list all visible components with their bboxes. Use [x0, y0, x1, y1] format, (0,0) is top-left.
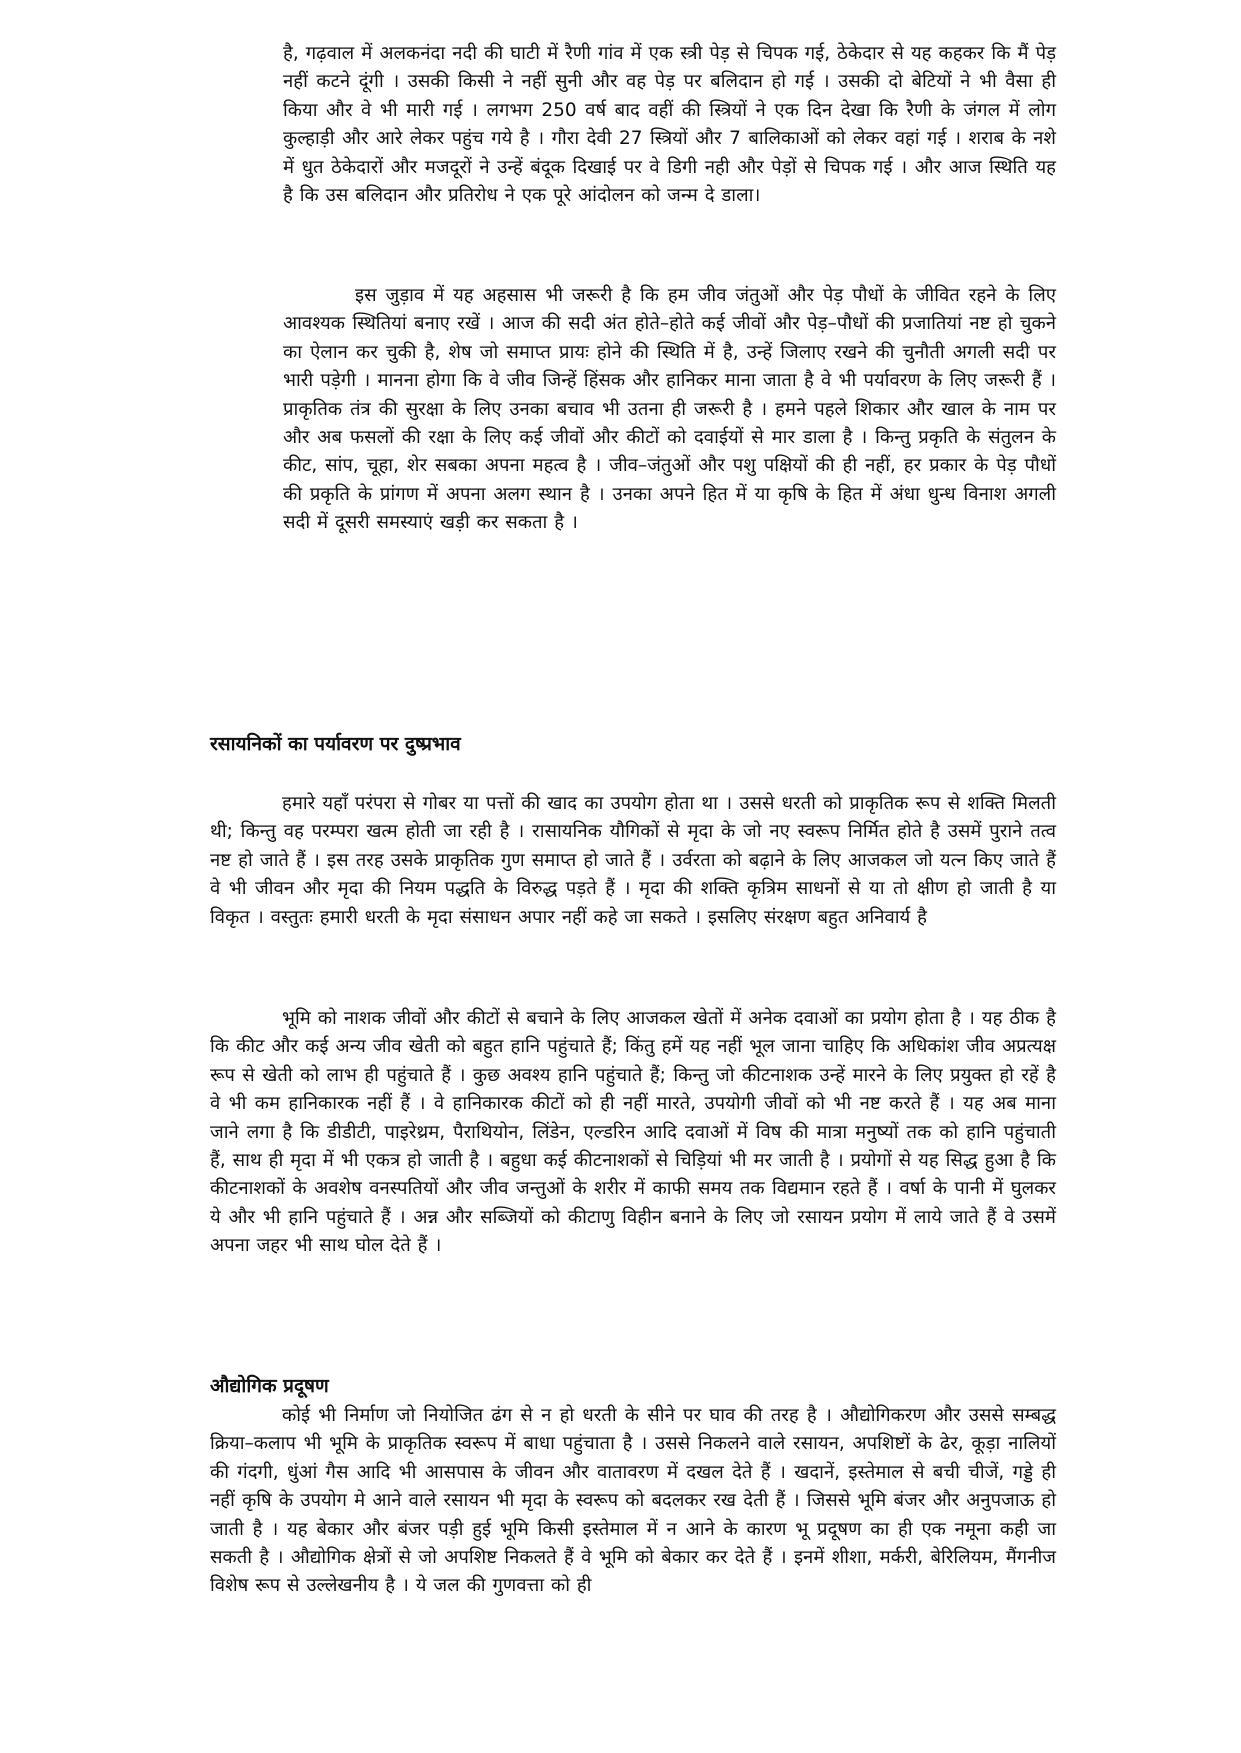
paragraph-manure-tradition: हमारे यहाँ परंपरा से गोबर या पत्तों की खाद का उपयोग होता था । उससे धरती को प्राकृतिक रूप से शक्ति मिलती थी; किन्तु वह परम्परा खत्म होती जा रही है । रासायनिक यौगिकों से मृदा के जो नए स्वरूप निर्मित होते है उसमें पुराने तत्व नष्ट हो जाते हैं । इस तरह उसके प्राकृतिक गुण समाप्त हो जाते हैं । उर्वरता को बढ़ाने के लिए आजकल जो यत्न किए जाते हैं वे भी जीवन और मृदा की नियम पद्धति के विरुद्ध पड़ते हैं । मृदा की शक्ति कृत्रिम साधनों से या तो क्षीण हो जाती है या विकृत । वस्तुतः हमारी धरती के मृदा संसाधन अपार नहीं कहे जा सकते । इसलिए संरक्षण बहुत अनिवार्य है [210, 793, 1056, 928]
paragraph-pesticides: भूमि को नाशक जीवों और कीटों से बचाने के लिए आजकल खेतों में अनेक दवाओं का प्रयोग होता है । यह ठीक है कि कीट और कई अन्य जीव खेती को बहुत हानि पहुंचाते हैं; किंतु हमें यह नहीं भूल जाना चाहिए कि अधिकांश जीव अप्रत्यक्ष रूप से खेती को लाभ ही पहुंचाते हैं । कुछ अवश्य हानि पहुंचाते हैं; किन्तु जो कीटनाशक उन्हें मारने के लिए प्रयुक्त हो रहें है वे भी कम हानिकारक नहीं हैं । वे हानिकारक कीटों को ही नहीं मारते, उपयोगी जीवों को भी नष्ट करते हैं । यह अब माना जाने लगा है कि डीडीटी, पाइरेथ्रम, पैराथियोन, लिंडेन, एल्डरिन आदि दवाओं में विष की मात्रा मनुष्यों तक को हानि पहुंचाती हैं, साथ ही मृदा में भी एकत्र हो जाती है । बहुधा कई कीटनाशकों से चिड़ियां भी मर जाती है । प्रयोगों से यह सिद्ध हुआ है कि कीटनाशकों के अवशेष वनस्पतियों और जीव जन्तुओं के शरीर में काफी समय तक विद्यमान रहते हैं । वर्षा के पानी में घुलकर ये और भी हानि पहुंचाते हैं । अन्न और सब्जियों को कीटाणु विहीन बनाने के लिए जो रसायन प्रयोग में लाये जाते हैं वे उसमें अपना जहर भी साथ घोल देते हैं । [210, 1008, 1056, 1257]
section-heading-chemical-effects: रसायनिकों का पर्यावरण पर दुष्प्रभाव [210, 733, 461, 755]
paragraph-species-protection: इस जुड़ाव में यह अहसास भी जरूरी है कि हम जीव जंतुओं और पेड़ पौधों के जीवित रहने के लिए आवश्यक स्थितियां बनाए रखें । आज की सदी अंत होते–होते कई जीवों और पेड़–पौधों की प्रजातियां नष्ट हो चुकने का ऐलान कर चुकी है, शेष जो समाप्त प्रायः होने की स्थिति में है, उन्हें जिलाए रखने की चुनौती अगली सदी पर भारी पड़ेगी । मानना होगा कि वे जीव जिन्हें हिंसक और हानिकर माना जाता है वे भी पर्यावरण के लिए जरूरी हैं । प्राकृतिक तंत्र की सुरक्षा के लिए उनका बचाव भी उतना ही जरूरी है । हमने पहले शिकार और खाल के नाम पर और अब फसलों की रक्षा के लिए कई जीवों और कीटों को दवाईयों से मार डाला है । किन्तु प्रकृति के संतुलन के कीट, सांप, चूहा, शेर सबका अपना महत्व है । जीव–जंतुओं और पशु पक्षियों की ही नहीं, हर प्रकार के पेड़ पौधों की प्रकृति के प्रांगण में अपना अलग स्थान है । उनका अपने हित में या कृषि के हित में अंधा धुन्ध विनाश अगली सदी में दूसरी समस्याएं खड़ी कर सकता है । [283, 285, 1056, 534]
paragraph-industrial-pollution: कोई भी निर्माण जो नियोजित ढंग से न हो धरती के सीने पर घाव की तरह है । औद्योगिकरण और उससे सम्बद्ध क्रिया–कलाप भी भूमि के प्राकृतिक स्वरूप में बाधा पहुंचाता है । उससे निकलने वाले रसायन, अपशिष्टों के ढेर, कूड़ा नालियों की गंदगी, धुंआं गैस आदि भी आसपास के जीवन और वातावरण में दखल देते हैं । खदानें, इस्तेमाल से बची चीजें, गड्डे ही नहीं कृषि के उपयोग मे आने वाले रसायन भी मृदा के स्वरूप को बदलकर रख देती हैं । जिससे भूमि बंजर और अनुपजाऊ हो जाती है । यह बेकार और बंजर पड़ी हुई भूमि किसी इस्तेमाल में न आने के कारण भू प्रदूषण का ही एक नमूना कही जा सकती है । औद्योगिक क्षेत्रों से जो अपशिष्ट निकलते हैं वे भूमि को बेकार कर देते हैं । इनमें शीशा, मर्करी, बेरिलियम, मैंगनीज विशेष रूप से उल्लेखनीय है । ये जल की गुणवत्ता को ही [210, 1405, 1056, 1597]
section-heading-industrial-pollution: औद्योगिक प्रदूषण [210, 1375, 329, 1397]
paragraph-rainee-village: है, गढ़वाल में अलकनंदा नदी की घाटी में रैणी गांव में एक स्त्री पेड़ से चिपक गई, ठेकेदार से यह कहकर कि मैं पेड़ नहीं कटने दूंगी । उसकी किसी ने नहीं सुनी और वह पेड़ पर बलिदान हो गई । उसकी दो बेटियों ने भी वैसा ही किया और वे भी मारी गई । लगभग 250 वर्ष बाद वहीं की स्त्रियों ने एक दिन देखा कि रैणी के जंगल में लोग कुल्हाड़ी और आरे लेकर पहुंच गये है । गौरा देवी 27 स्त्रियों और 7 बालिकाओं को लेकर वहां गई । शराब के नशे में धुत ठेकेदारों और मजदूरों ने उन्हें बंदूक दिखाई पर वे डिगी नही और पेड़ों से चिपक गई । और आज स्थिति यह है कि उस बलिदान और प्रतिरोध ने एक पूरे आंदोलन को जन्म दे डाला। [283, 43, 1056, 207]
